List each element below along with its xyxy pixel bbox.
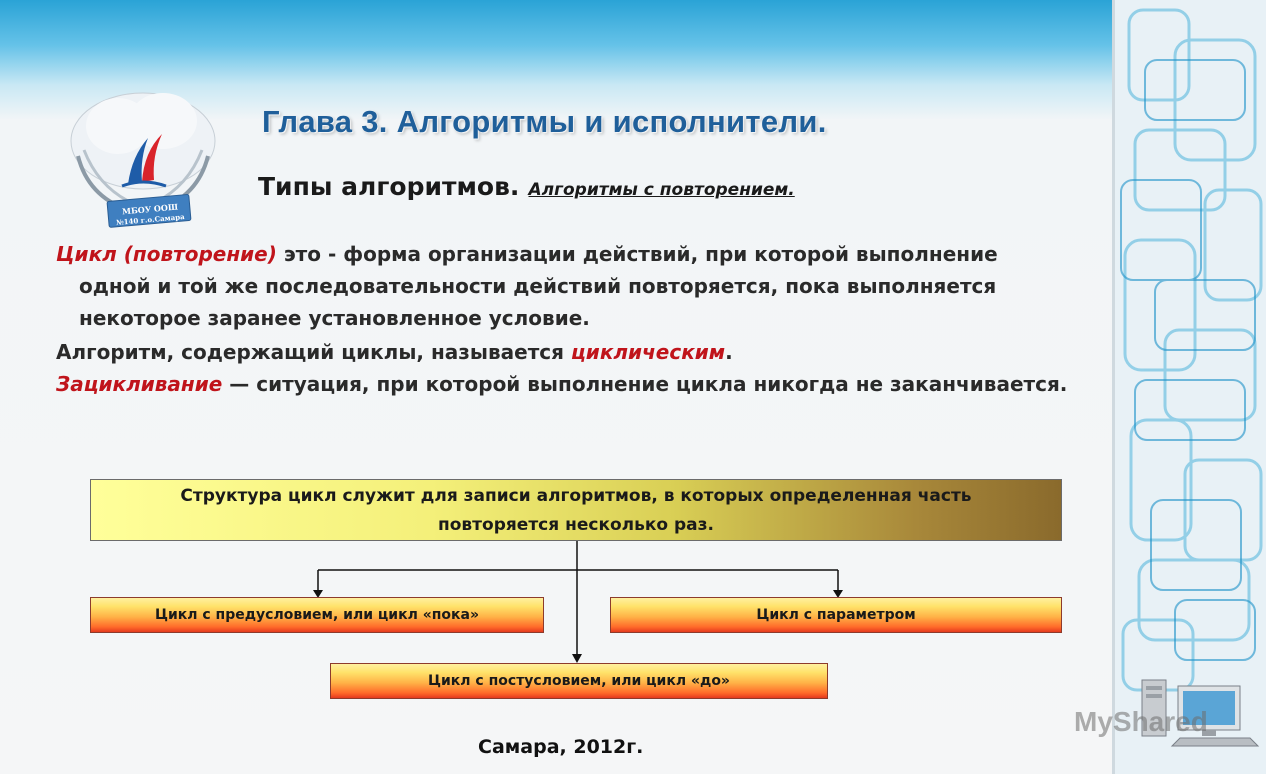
loop-structure-box bbox=[90, 479, 1062, 541]
definition-line3: некоторое заранее установленное условие. bbox=[79, 306, 590, 330]
precondition-loop-box: Цикл с предусловием, или цикл «пока» bbox=[90, 597, 544, 633]
cyclic-term: циклическим bbox=[570, 340, 726, 364]
cyclic-suffix: . bbox=[725, 340, 733, 364]
footer-place-year: Самара, 2012г. bbox=[478, 736, 644, 758]
subtitle-main: Типы алгоритмов. bbox=[258, 172, 520, 201]
logo-text-line2: №140 г.о.Самара bbox=[115, 212, 185, 227]
logo-text-line1: МБОУ ООШ bbox=[121, 201, 179, 217]
cycle-term: Цикл (повторение) bbox=[56, 242, 277, 266]
definition-line1: это - форма организации действий, при которой выполнение bbox=[276, 242, 998, 266]
definition-line2: одной и той же последовательности действий повторяется, пока выполняется bbox=[79, 274, 997, 298]
loop-structure-line1: Структура цикл служит для записи алгоритмов, в которых определенная часть bbox=[180, 486, 972, 506]
subtitle-sub: Алгоритмы с повторением. bbox=[528, 180, 795, 200]
watermark-text: MyShared bbox=[1074, 706, 1208, 737]
cyclic-prefix: Алгоритм, содержащий циклы, называется bbox=[56, 340, 571, 364]
parameter-loop-box: Цикл с параметром bbox=[610, 597, 1062, 633]
chapter-title: Глава 3. Алгоритмы и исполнители. bbox=[262, 104, 827, 139]
loop-structure-line2: повторяется несколько раз. bbox=[438, 515, 714, 535]
looping-term: Зацикливание bbox=[56, 372, 223, 396]
postcondition-loop-box: Цикл с постусловием, или цикл «до» bbox=[330, 663, 828, 699]
looping-rest: — ситуация, при которой выполнение цикла никогда не заканчивается. bbox=[222, 372, 1068, 396]
